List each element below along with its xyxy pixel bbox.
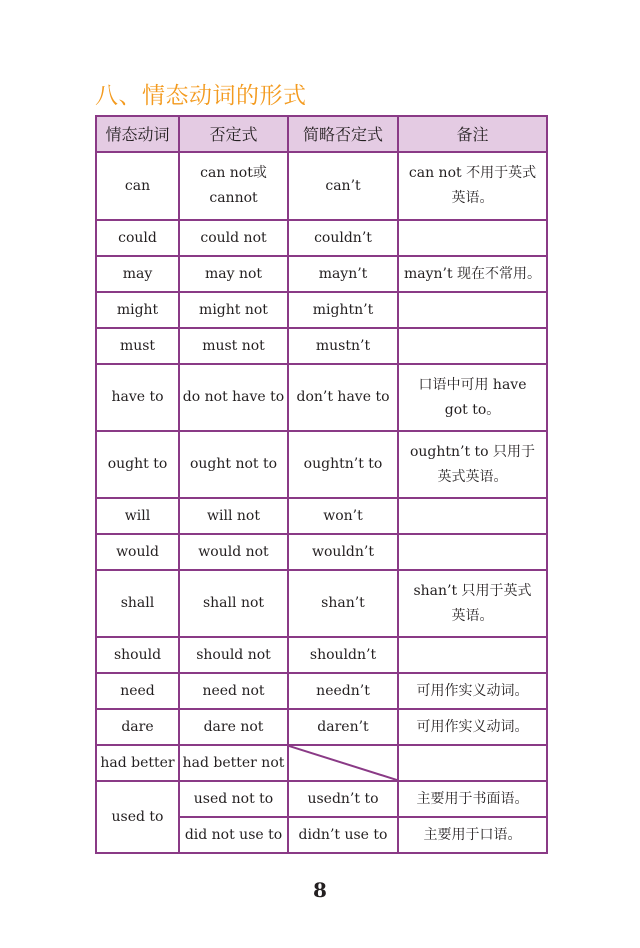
section-title: 八、情态动词的形式 (95, 83, 307, 109)
table-row (96, 570, 547, 637)
note-cell (398, 498, 547, 534)
short-negative-cell-empty (288, 745, 398, 781)
short-negative-cell: didn’t use to (288, 817, 398, 853)
verb-cell: would (96, 534, 179, 570)
verb-cell: shall (96, 570, 179, 637)
note-cell: mayn’t 现在不常用。 (398, 256, 547, 292)
verb-cell: may (96, 256, 179, 292)
note-cell: 主要用于书面语。 (398, 781, 547, 817)
verb-cell: could (96, 220, 179, 256)
short-negative-cell: can’t (288, 152, 398, 220)
verb-cell: ought to (96, 431, 179, 498)
negative-cell: need not (179, 673, 288, 709)
short-negative-cell: daren’t (288, 709, 398, 745)
note-cell (398, 745, 547, 781)
modal-verb-table (95, 115, 548, 854)
verb-cell: might (96, 292, 179, 328)
verb-cell: dare (96, 709, 179, 745)
short-negative-cell: don’t have to (288, 364, 398, 431)
note-cell: shan’t 只用于英式 英语。 (398, 570, 547, 637)
table-row (96, 328, 547, 364)
short-negative-cell: shouldn’t (288, 637, 398, 673)
short-negative-cell: oughtn’t to (288, 431, 398, 498)
negative-cell: could not (179, 220, 288, 256)
negative-cell: had better not (179, 745, 288, 781)
negative-cell: used not to (179, 781, 288, 817)
negative-cell: might not (179, 292, 288, 328)
short-negative-cell: mightn’t (288, 292, 398, 328)
note-cell: 主要用于口语。 (398, 817, 547, 853)
note-cell: can not 不用于英式 英语。 (398, 152, 547, 220)
negative-cell: did not use to (179, 817, 288, 853)
short-negative-cell: mustn’t (288, 328, 398, 364)
note-cell (398, 220, 547, 256)
verb-cell: have to (96, 364, 179, 431)
verb-cell: must (96, 328, 179, 364)
diagonal-slash (289, 746, 397, 780)
short-negative-cell: shan’t (288, 570, 398, 637)
note-cell (398, 534, 547, 570)
table-row (96, 745, 547, 781)
table-row (96, 364, 547, 431)
note-cell: 口语中可用 have got to。 (398, 364, 547, 431)
table-row (96, 152, 547, 220)
table-row (96, 534, 547, 570)
header-modal-verb: 情态动词 (96, 116, 179, 152)
verb-cell: should (96, 637, 179, 673)
negative-cell: ought not to (179, 431, 288, 498)
short-negative-cell: needn’t (288, 673, 398, 709)
verb-cell: need (96, 673, 179, 709)
table-row (96, 256, 547, 292)
short-negative-cell: couldn’t (288, 220, 398, 256)
verb-cell: will (96, 498, 179, 534)
short-negative-cell: mayn’t (288, 256, 398, 292)
note-cell (398, 328, 547, 364)
negative-cell: can not或 cannot (179, 152, 288, 220)
short-negative-cell: wouldn’t (288, 534, 398, 570)
short-negative-cell: won’t (288, 498, 398, 534)
negative-cell: shall not (179, 570, 288, 637)
table-row (96, 292, 547, 328)
table-row (96, 431, 547, 498)
negative-cell: would not (179, 534, 288, 570)
verb-cell: had better (96, 745, 179, 781)
short-negative-cell: usedn’t to (288, 781, 398, 817)
negative-cell: dare not (179, 709, 288, 745)
table-row (96, 220, 547, 256)
page-number: 8 (313, 878, 327, 902)
negative-cell: do not have to (179, 364, 288, 431)
note-cell (398, 637, 547, 673)
table-row (96, 709, 547, 745)
negative-cell: should not (179, 637, 288, 673)
table-row (96, 498, 547, 534)
table-header-row (96, 116, 547, 152)
table-row (96, 637, 547, 673)
negative-cell: will not (179, 498, 288, 534)
negative-cell: may not (179, 256, 288, 292)
note-cell (398, 292, 547, 328)
header-negative: 否定式 (179, 116, 288, 152)
table-row (96, 781, 547, 817)
note-cell: 可用作实义动词。 (398, 673, 547, 709)
table-row (96, 673, 547, 709)
note-cell: oughtn’t to 只用于 英式英语。 (398, 431, 547, 498)
header-short-negative: 简略否定式 (288, 116, 398, 152)
negative-cell: must not (179, 328, 288, 364)
header-note: 备注 (398, 116, 547, 152)
verb-cell: used to (96, 781, 179, 853)
verb-cell: can (96, 152, 179, 220)
note-cell: 可用作实义动词。 (398, 709, 547, 745)
